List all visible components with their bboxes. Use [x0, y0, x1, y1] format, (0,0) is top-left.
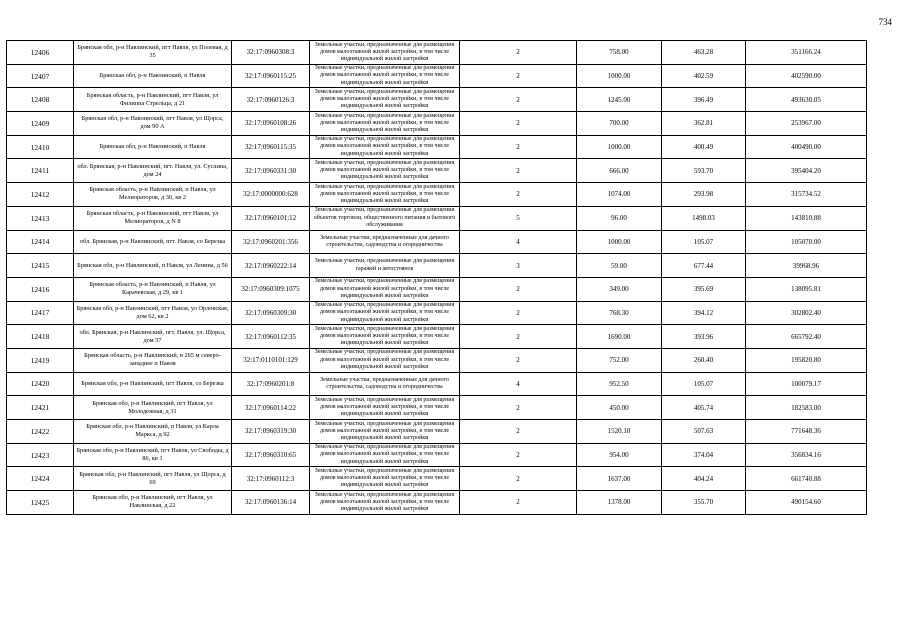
- record-number-cell: 12417: [7, 301, 74, 325]
- area-cell: 349.00: [577, 277, 662, 301]
- cadastral-value-cell: 400490.00: [746, 135, 867, 159]
- cadastral-number-cell: 32:17:0960309:30: [232, 301, 310, 325]
- address-cell: Брянская область, р-н Навлинский, в 265 м северо-западнее п Навля: [74, 348, 232, 372]
- table-body: [7, 41, 867, 515]
- use-group-cell: 2: [460, 183, 577, 207]
- address-cell: Брянская обл, р-н Навлинский, пгт Навля, ул Щорса, д 69: [74, 467, 232, 491]
- table-row: [7, 467, 867, 491]
- cadastral-value-cell: 143810.88: [746, 206, 867, 230]
- area-cell: 1000.00: [577, 230, 662, 254]
- record-number-cell: 12424: [7, 467, 74, 491]
- record-number-cell: 12412: [7, 183, 74, 207]
- use-group-cell: 2: [460, 159, 577, 183]
- record-number-cell: 12409: [7, 112, 74, 136]
- table-row: [7, 88, 867, 112]
- permitted-use-cell: Земельные участки, предназначенные для размещения домов малоэтажной жилой застройки, в том числе индивидуальной жилой застройки: [310, 183, 460, 207]
- use-group-cell: 2: [460, 277, 577, 301]
- cadastral-value-cell: 395404.20: [746, 159, 867, 183]
- specific-value-cell: 260.40: [662, 348, 746, 372]
- record-number-cell: 12422: [7, 420, 74, 444]
- address-cell: Брянская обл, р-н Навлинский, п Навля, ул Ленина, д 56: [74, 254, 232, 278]
- area-cell: 1074.00: [577, 183, 662, 207]
- address-cell: Брянская обл, р-н Навлинский, п Навля: [74, 64, 232, 88]
- record-number-cell: 12410: [7, 135, 74, 159]
- area-cell: 96.00: [577, 206, 662, 230]
- permitted-use-cell: Земельные участки, предназначенные для дачного строительства, садоводства и огородничества: [310, 372, 460, 396]
- table-row: [7, 206, 867, 230]
- record-number-cell: 12421: [7, 396, 74, 420]
- area-cell: 752.00: [577, 348, 662, 372]
- table-row: [7, 396, 867, 420]
- address-cell: Брянская обл, р-н Навлинский, пгт Навля, ул Полевая, д 35: [74, 41, 232, 65]
- cadastral-value-cell: 253967.00: [746, 112, 867, 136]
- record-number-cell: 12423: [7, 443, 74, 467]
- use-group-cell: 2: [460, 348, 577, 372]
- address-cell: Брянская обл, р-н Навлинский, пгт Навля, со Березка: [74, 372, 232, 396]
- specific-value-cell: 405.74: [662, 396, 746, 420]
- permitted-use-cell: Земельные участки, предназначенные для размещения домов малоэтажной жилой застройки, в том числе индивидуальной жилой застройки: [310, 491, 460, 515]
- area-cell: 59.00: [577, 254, 662, 278]
- cadastral-value-cell: 402590.00: [746, 64, 867, 88]
- table-row: [7, 112, 867, 136]
- land-registry-table: [6, 40, 867, 515]
- area-cell: 666.00: [577, 159, 662, 183]
- specific-value-cell: 394.12: [662, 301, 746, 325]
- cadastral-number-cell: 32:17:0960115:25: [232, 64, 310, 88]
- cadastral-value-cell: 315734.52: [746, 183, 867, 207]
- permitted-use-cell: Земельные участки, предназначенные для размещения домов малоэтажной жилой застройки, в том числе индивидуальной жилой застройки: [310, 159, 460, 183]
- area-cell: 1378.00: [577, 491, 662, 515]
- address-cell: Брянская область, р-н Навлинский, п Навля, ул Мелиораторов, д 30, кв 2: [74, 183, 232, 207]
- specific-value-cell: 362.81: [662, 112, 746, 136]
- address-cell: Брянская обл, р-н Навлинский, пгт Навля, ул Свободы, д 86, кв 1: [74, 443, 232, 467]
- cadastral-number-cell: 32:17:0960101:12: [232, 206, 310, 230]
- area-cell: 1245.00: [577, 88, 662, 112]
- cadastral-value-cell: 105070.00: [746, 230, 867, 254]
- table-row: [7, 325, 867, 349]
- cadastral-number-cell: 32:17:0960126:3: [232, 88, 310, 112]
- table-row: [7, 348, 867, 372]
- cadastral-number-cell: 32:17:0960112:35: [232, 325, 310, 349]
- permitted-use-cell: Земельные участки, предназначенные для дачного строительства, садоводства и огородничества: [310, 230, 460, 254]
- permitted-use-cell: Земельные участки, предназначенные для размещения домов малоэтажной жилой застройки, в том числе индивидуальной жилой застройки: [310, 112, 460, 136]
- cadastral-value-cell: 771648.36: [746, 420, 867, 444]
- use-group-cell: 2: [460, 301, 577, 325]
- permitted-use-cell: Земельные участки, предназначенные для размещения домов малоэтажной жилой застройки, в том числе индивидуальной жилой застройки: [310, 325, 460, 349]
- cadastral-number-cell: 32:17:0960136:14: [232, 491, 310, 515]
- use-group-cell: 2: [460, 41, 577, 65]
- use-group-cell: 2: [460, 467, 577, 491]
- record-number-cell: 12419: [7, 348, 74, 372]
- specific-value-cell: 355.70: [662, 491, 746, 515]
- cadastral-value-cell: 195820.80: [746, 348, 867, 372]
- permitted-use-cell: Земельные участки, предназначенные для размещения домов малоэтажной жилой застройки, в том числе индивидуальной жилой застройки: [310, 396, 460, 420]
- address-cell: Брянская обл, р-н Навлинский, пгт Навля, ул Навлинская, д 22: [74, 491, 232, 515]
- record-number-cell: 12415: [7, 254, 74, 278]
- cadastral-value-cell: 356834.16: [746, 443, 867, 467]
- table-row: [7, 64, 867, 88]
- record-number-cell: 12425: [7, 491, 74, 515]
- specific-value-cell: 1498.03: [662, 206, 746, 230]
- table-row: [7, 159, 867, 183]
- cadastral-number-cell: 32:17:0000000:628: [232, 183, 310, 207]
- use-group-cell: 2: [460, 491, 577, 515]
- use-group-cell: 2: [460, 135, 577, 159]
- specific-value-cell: 593.70: [662, 159, 746, 183]
- cadastral-value-cell: 100079.17: [746, 372, 867, 396]
- address-cell: обл. Брянская, р-н Навлинский, пгт. Навля, ул. Щорса, дом 57: [74, 325, 232, 349]
- area-cell: 758.00: [577, 41, 662, 65]
- address-cell: Брянская обл, р-н Навлинский, пгт Навля, ул Молодежная, д 31: [74, 396, 232, 420]
- cadastral-number-cell: 32:17:0110101:129: [232, 348, 310, 372]
- cadastral-value-cell: 493630.05: [746, 88, 867, 112]
- cadastral-number-cell: 32:17:0960310:65: [232, 443, 310, 467]
- use-group-cell: 2: [460, 64, 577, 88]
- use-group-cell: 2: [460, 443, 577, 467]
- use-group-cell: 2: [460, 112, 577, 136]
- cadastral-number-cell: 32:17:0960201:356: [232, 230, 310, 254]
- permitted-use-cell: Земельные участки, предназначенные для размещения домов малоэтажной жилой застройки, в том числе индивидуальной жилой застройки: [310, 135, 460, 159]
- cadastral-value-cell: 302802.40: [746, 301, 867, 325]
- permitted-use-cell: Земельные участки, предназначенные для размещения домов малоэтажной жилой застройки, в том числе индивидуальной жилой застройки: [310, 301, 460, 325]
- table-row: [7, 135, 867, 159]
- use-group-cell: 4: [460, 372, 577, 396]
- area-cell: 1000.00: [577, 64, 662, 88]
- area-cell: 768.30: [577, 301, 662, 325]
- use-group-cell: 4: [460, 230, 577, 254]
- address-cell: Брянская область, р-н Навлинский, пгт Навля, ул Мелиораторов, д N 8: [74, 206, 232, 230]
- use-group-cell: 2: [460, 396, 577, 420]
- table-row: [7, 372, 867, 396]
- cadastral-number-cell: 32:17:0960112:3: [232, 467, 310, 491]
- area-cell: 1000.00: [577, 135, 662, 159]
- record-number-cell: 12416: [7, 277, 74, 301]
- address-cell: обл. Брянская, р-н Навлинский, пгт. Навля, ул. Суслина, дом 24: [74, 159, 232, 183]
- cadastral-number-cell: 32:17:0960331:30: [232, 159, 310, 183]
- permitted-use-cell: Земельные участки, предназначенные для размещения домов малоэтажной жилой застройки, в том числе индивидуальной жилой застройки: [310, 348, 460, 372]
- table-row: [7, 420, 867, 444]
- cadastral-number-cell: 32:17:0960114:22: [232, 396, 310, 420]
- cadastral-value-cell: 182583.00: [746, 396, 867, 420]
- use-group-cell: 3: [460, 254, 577, 278]
- table-row: [7, 41, 867, 65]
- specific-value-cell: 396.49: [662, 88, 746, 112]
- area-cell: 1520.10: [577, 420, 662, 444]
- permitted-use-cell: Земельные участки, предназначенные для размещения домов малоэтажной жилой застройки, в том числе индивидуальной жилой застройки: [310, 277, 460, 301]
- address-cell: Брянская область, р-н Навлинский, пгт Навля, ул Филиппа Стрельца, д 21: [74, 88, 232, 112]
- cadastral-value-cell: 138095.81: [746, 277, 867, 301]
- specific-value-cell: 677.44: [662, 254, 746, 278]
- permitted-use-cell: Земельные участки, предназначенные для размещения домов малоэтажной жилой застройки, в том числе индивидуальной жилой застройки: [310, 420, 460, 444]
- specific-value-cell: 402.59: [662, 64, 746, 88]
- cadastral-value-cell: 351166.24: [746, 41, 867, 65]
- cadastral-value-cell: 665792.40: [746, 325, 867, 349]
- specific-value-cell: 393.96: [662, 325, 746, 349]
- cadastral-number-cell: 32:17:0960319:30: [232, 420, 310, 444]
- record-number-cell: 12408: [7, 88, 74, 112]
- permitted-use-cell: Земельные участки, предназначенные для размещения объектов торговли, общественного питания и бытового обслуживания: [310, 206, 460, 230]
- area-cell: 1690.00: [577, 325, 662, 349]
- record-number-cell: 12406: [7, 41, 74, 65]
- cadastral-number-cell: 32:17:0960201:8: [232, 372, 310, 396]
- cadastral-number-cell: 32:17:0960308:3: [232, 41, 310, 65]
- specific-value-cell: 293.98: [662, 183, 746, 207]
- table-row: [7, 277, 867, 301]
- cadastral-number-cell: 32:17:0960222:14: [232, 254, 310, 278]
- record-number-cell: 12411: [7, 159, 74, 183]
- use-group-cell: 5: [460, 206, 577, 230]
- use-group-cell: 2: [460, 88, 577, 112]
- specific-value-cell: 374.04: [662, 443, 746, 467]
- permitted-use-cell: Земельные участки, предназначенные для размещения домов малоэтажной жилой застройки, в том числе индивидуальной жилой застройки: [310, 443, 460, 467]
- specific-value-cell: 463.28: [662, 41, 746, 65]
- cadastral-number-cell: 32:17:0960115:35: [232, 135, 310, 159]
- specific-value-cell: 395.69: [662, 277, 746, 301]
- cadastral-value-cell: 39968.96: [746, 254, 867, 278]
- record-number-cell: 12420: [7, 372, 74, 396]
- table-row: [7, 491, 867, 515]
- permitted-use-cell: Земельные участки, предназначенные для размещения домов малоэтажной жилой застройки, в том числе индивидуальной жилой застройки: [310, 64, 460, 88]
- permitted-use-cell: Земельные участки, предназначенные для размещения домов малоэтажной жилой застройки, в том числе индивидуальной жилой застройки: [310, 41, 460, 65]
- specific-value-cell: 507.63: [662, 420, 746, 444]
- use-group-cell: 2: [460, 420, 577, 444]
- specific-value-cell: 105.07: [662, 372, 746, 396]
- specific-value-cell: 105.07: [662, 230, 746, 254]
- address-cell: обл. Брянская, р-н Навлинский, пгт. Навля, со Березка: [74, 230, 232, 254]
- address-cell: Брянская обл, р-н Навлинский, пгт Навля, ул Щорса, дом 90 А: [74, 112, 232, 136]
- specific-value-cell: 404.24: [662, 467, 746, 491]
- table-row: [7, 301, 867, 325]
- page-number: 734: [878, 17, 892, 27]
- cadastral-value-cell: 490154.60: [746, 491, 867, 515]
- table-row: [7, 183, 867, 207]
- cadastral-number-cell: 32:17:0960108:26: [232, 112, 310, 136]
- area-cell: 952.50: [577, 372, 662, 396]
- table-row: [7, 230, 867, 254]
- permitted-use-cell: Земельные участки, предназначенные для размещения гаражей и автостоянок: [310, 254, 460, 278]
- table-row: [7, 443, 867, 467]
- record-number-cell: 12407: [7, 64, 74, 88]
- address-cell: Брянская обл, р-н Навлинский, п Навля, ул Карла Маркса, д 92: [74, 420, 232, 444]
- record-number-cell: 12418: [7, 325, 74, 349]
- area-cell: 954.00: [577, 443, 662, 467]
- record-number-cell: 12413: [7, 206, 74, 230]
- table-row: [7, 254, 867, 278]
- address-cell: Брянская обл, р-н Навлинский, п Навля: [74, 135, 232, 159]
- permitted-use-cell: Земельные участки, предназначенные для размещения домов малоэтажной жилой застройки, в том числе индивидуальной жилой застройки: [310, 88, 460, 112]
- area-cell: 450.00: [577, 396, 662, 420]
- cadastral-value-cell: 661740.88: [746, 467, 867, 491]
- area-cell: 1637.00: [577, 467, 662, 491]
- address-cell: Брянская обл, р-н Навлинский, пгт Навля, ул Орловская, дом 62, кв 2: [74, 301, 232, 325]
- record-number-cell: 12414: [7, 230, 74, 254]
- area-cell: 700.00: [577, 112, 662, 136]
- cadastral-number-cell: 32:17:0960309:1075: [232, 277, 310, 301]
- use-group-cell: 2: [460, 325, 577, 349]
- permitted-use-cell: Земельные участки, предназначенные для размещения домов малоэтажной жилой застройки, в том числе индивидуальной жилой застройки: [310, 467, 460, 491]
- address-cell: Брянская область, р-н Навлинский, п Навля, ул Карачевская, д 29, кв 1: [74, 277, 232, 301]
- specific-value-cell: 400.49: [662, 135, 746, 159]
